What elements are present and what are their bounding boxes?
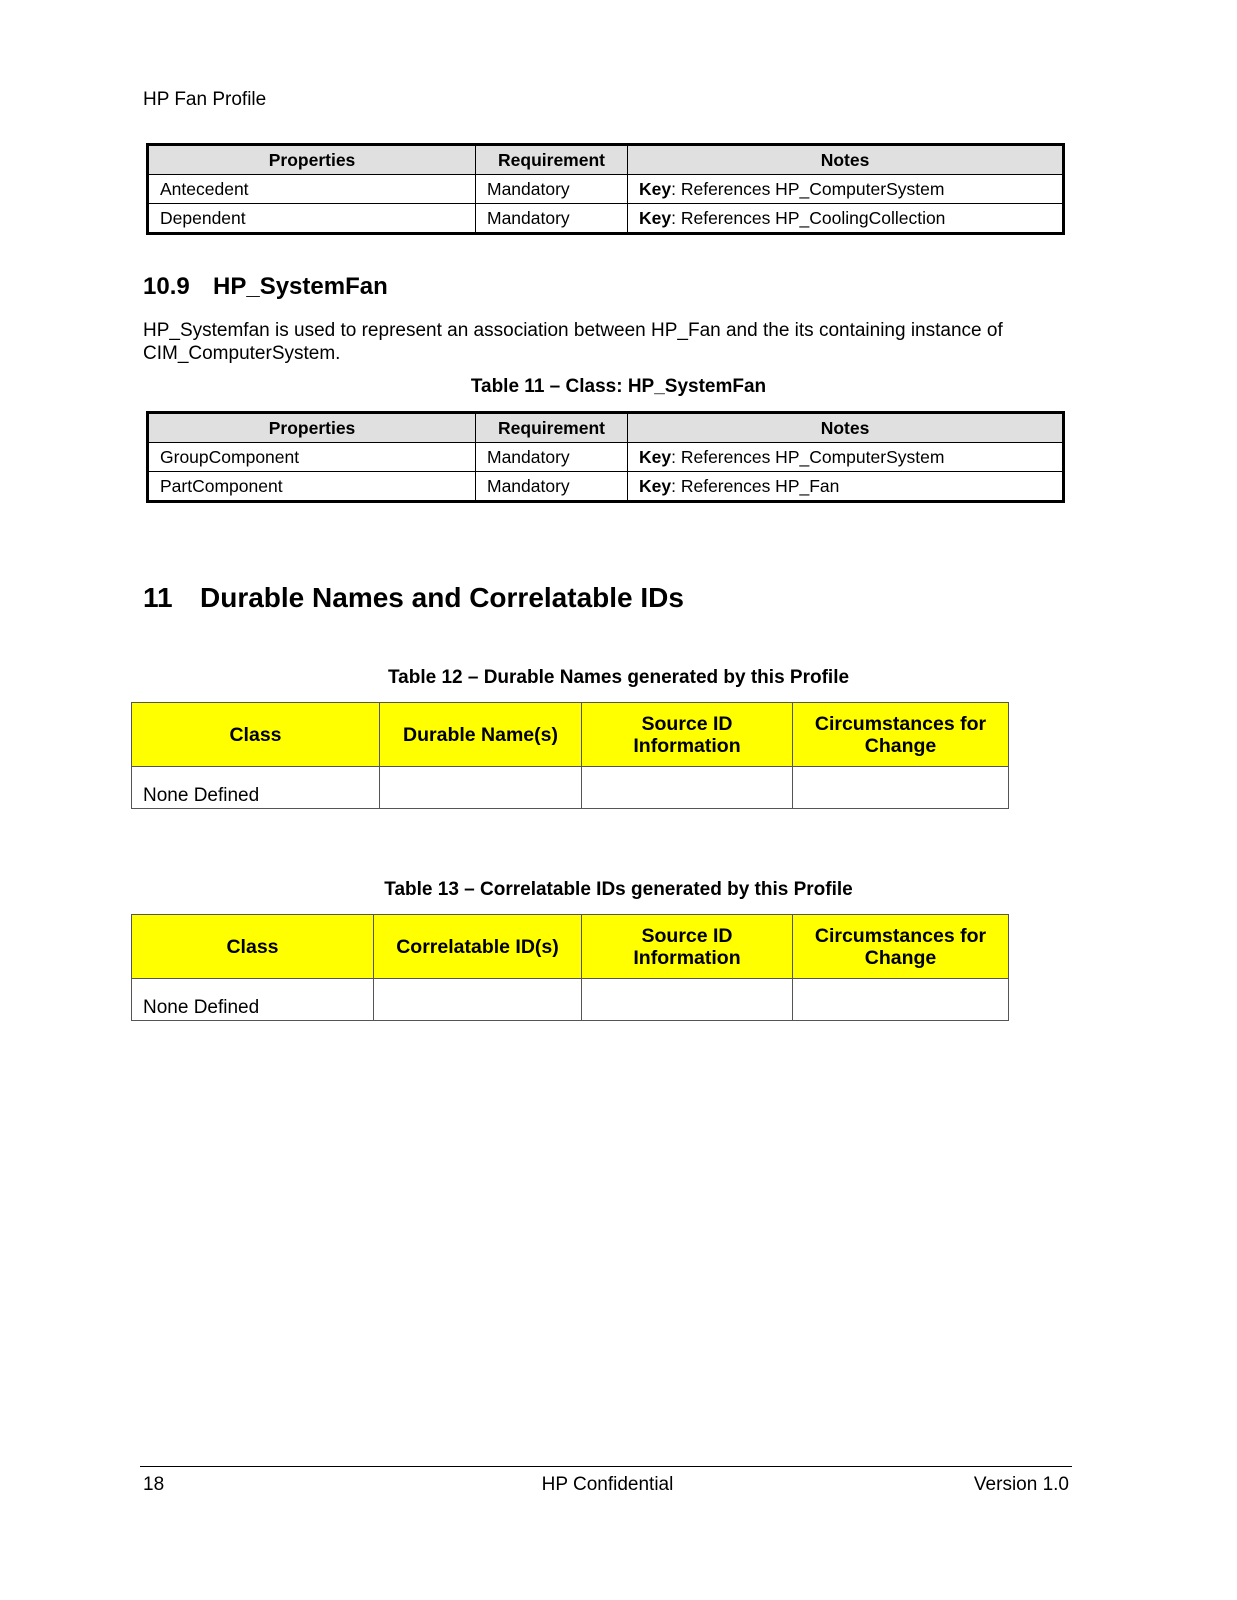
note-text: : References HP_Fan	[671, 475, 840, 496]
column-header: Correlatable ID(s)	[374, 915, 582, 979]
requirement-cell: Mandatory	[476, 443, 628, 472]
note-text: : References HP_ComputerSystem	[671, 446, 945, 467]
key-label: Key	[639, 475, 672, 496]
notes-cell	[628, 472, 1064, 502]
page-number: 18	[143, 1474, 165, 1495]
durable-names-table	[131, 702, 1009, 809]
table-caption: Table 12 – Durable Names generated by this Profile	[387, 667, 850, 688]
column-header: Class	[132, 915, 374, 979]
property-cell: PartComponent	[148, 472, 476, 502]
correlatable-id-cell	[374, 979, 582, 1021]
durable-name-cell	[380, 767, 582, 809]
circumstances-cell	[793, 979, 1009, 1021]
table-header-row	[148, 145, 1064, 175]
section-title: Durable Names and Correlatable IDs	[200, 582, 684, 613]
key-label: Key	[639, 207, 672, 228]
table-header-row	[148, 413, 1064, 443]
source-id-cell	[582, 979, 793, 1021]
section-heading-11	[143, 582, 684, 614]
table-row	[148, 443, 1064, 472]
table-caption: Table 13 – Correlatable IDs generated by this Profile	[384, 879, 853, 900]
property-cell: GroupComponent	[148, 443, 476, 472]
column-header: Durable Name(s)	[380, 703, 582, 767]
section-paragraph: HP_Systemfan is used to represent an association between HP_Fan and the its containing instance of CIM_ComputerSystem.	[143, 320, 1003, 364]
footer-confidential: HP Confidential	[541, 1474, 674, 1495]
column-header: Properties	[148, 145, 476, 175]
circumstances-cell	[793, 767, 1009, 809]
property-cell: Antecedent	[148, 175, 476, 204]
column-header: Circumstances for Change	[793, 915, 1009, 979]
property-cell: Dependent	[148, 204, 476, 234]
requirement-cell: Mandatory	[476, 472, 628, 502]
note-text: : References HP_CoolingCollection	[671, 207, 946, 228]
table-row	[148, 204, 1064, 234]
column-header: Notes	[628, 413, 1064, 443]
column-header: Notes	[628, 145, 1064, 175]
table-row	[132, 979, 1009, 1021]
correlatable-ids-table	[131, 914, 1009, 1021]
column-header: Circumstances for Change	[793, 703, 1009, 767]
requirement-cell: Mandatory	[476, 175, 628, 204]
table-row	[148, 472, 1064, 502]
column-header: Requirement	[476, 413, 628, 443]
table-header-row	[132, 915, 1009, 979]
notes-cell	[628, 443, 1064, 472]
column-header: Class	[132, 703, 380, 767]
column-header: Properties	[148, 413, 476, 443]
section-heading-10-9	[143, 273, 388, 301]
section-number: 11	[143, 582, 173, 613]
document-header: HP Fan Profile	[143, 89, 267, 110]
footer-divider	[140, 1466, 1072, 1467]
class-cell: None Defined	[132, 767, 380, 809]
table-header-row	[132, 703, 1009, 767]
source-id-cell	[582, 767, 793, 809]
section-title: HP_SystemFan	[213, 273, 388, 300]
section-number: 10.9	[143, 273, 190, 300]
table-caption: Table 11 – Class: HP_SystemFan	[470, 376, 767, 397]
table-row	[148, 175, 1064, 204]
properties-table-continued	[146, 143, 1065, 235]
class-cell: None Defined	[132, 979, 374, 1021]
key-label: Key	[639, 446, 672, 467]
column-header: Source ID Information	[582, 703, 793, 767]
notes-cell	[628, 204, 1064, 234]
requirement-cell: Mandatory	[476, 204, 628, 234]
key-label: Key	[639, 178, 672, 199]
notes-cell	[628, 175, 1064, 204]
note-text: : References HP_ComputerSystem	[671, 178, 945, 199]
systemfan-properties-table	[146, 411, 1065, 503]
column-header: Source ID Information	[582, 915, 793, 979]
footer-version: Version 1.0	[973, 1474, 1069, 1495]
column-header: Requirement	[476, 145, 628, 175]
table-row	[132, 767, 1009, 809]
